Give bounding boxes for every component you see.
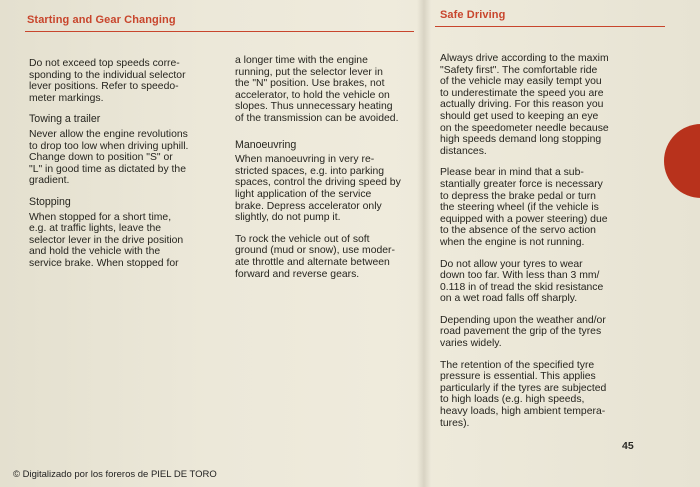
left-page-column-1 xyxy=(29,58,224,280)
stopping-paragraph: When stopped for a short time, e.g. at traffic lights, leave the selector lever in the drive position and hold the vehicle with the service brake. When stopped for xyxy=(29,211,184,269)
towing-paragraph: Never allow the engine revolutions to drop too low when driving uphill. Change down to position "S" or "L" in good time as dictated by the gradient. xyxy=(29,128,189,187)
tyre-wear-paragraph: Do not allow your tyres to wear down too far. With less than 3 mm/ 0.118 in of tread the skid resistance on a wet road falls off sharply. xyxy=(440,258,604,305)
right-page-column xyxy=(440,53,660,439)
title-rule-left xyxy=(25,31,414,32)
manoeuvring-heading: Manoeuvring xyxy=(235,138,297,151)
tyre-grip-paragraph: Depending upon the weather and/or road pavement the grip of the tyres varies widely. xyxy=(440,314,606,350)
towing-heading: Towing a trailer xyxy=(29,113,101,126)
rocking-paragraph: To rock the vehicle out of soft ground (mud or snow), use moder- ate throttle and alternate between forward and reverse gears. xyxy=(235,233,395,280)
brake-force-paragraph: Please bear in mind that a sub- stantially greater force is necessary to depress the brake pedal or turn the steering wheel (if the vehicle is equipped with a power steering) due to the absence of the servo action when the engine is not running. xyxy=(440,167,608,248)
stopping-heading: Stopping xyxy=(29,195,71,208)
section-title-starting-gear: Starting and Gear Changing xyxy=(27,14,176,26)
left-page-column-2 xyxy=(235,55,425,290)
safety-first-paragraph: Always drive according to the maxim "Safety first". The comfortable ride of the vehicle may easily tempt you to underestimate the speed you are actually driving. For this reason you should get used to keeping an eye on the speedometer needle because high speeds demand long stopping distances. xyxy=(440,53,609,157)
title-rule-right xyxy=(435,26,665,27)
scan-credit: © Digitalizado por los foreros de PIEL DE TORO xyxy=(13,469,217,480)
page-number: 45 xyxy=(622,440,634,452)
manoeuvring-paragraph: When manoeuvring in very re- stricted spaces, e.g. into parking spaces, control the driving speed by light application of the service brake. Depress accelerator only slightly, do not pump it. xyxy=(235,154,401,224)
stopping-continued-paragraph: a longer time with the engine running, put the selector lever in the "N" position. Use brakes, not accelerator, to hold the vehicle on slopes. Thus unnecessary heating of the transmission can be avoided. xyxy=(235,55,399,124)
speed-limits-paragraph: Do not exceed top speeds corre- sponding to the individual selector lever positions. Refer to speedo- meter markings. xyxy=(29,58,186,104)
section-title-safe-driving: Safe Driving xyxy=(440,9,506,21)
tyre-pressure-paragraph: The retention of the specified tyre pressure is essential. This applies particularly if the tyres are subjected to high loads (e.g. high speeds, heavy loads, high ambient tempera- tures). xyxy=(440,359,607,429)
